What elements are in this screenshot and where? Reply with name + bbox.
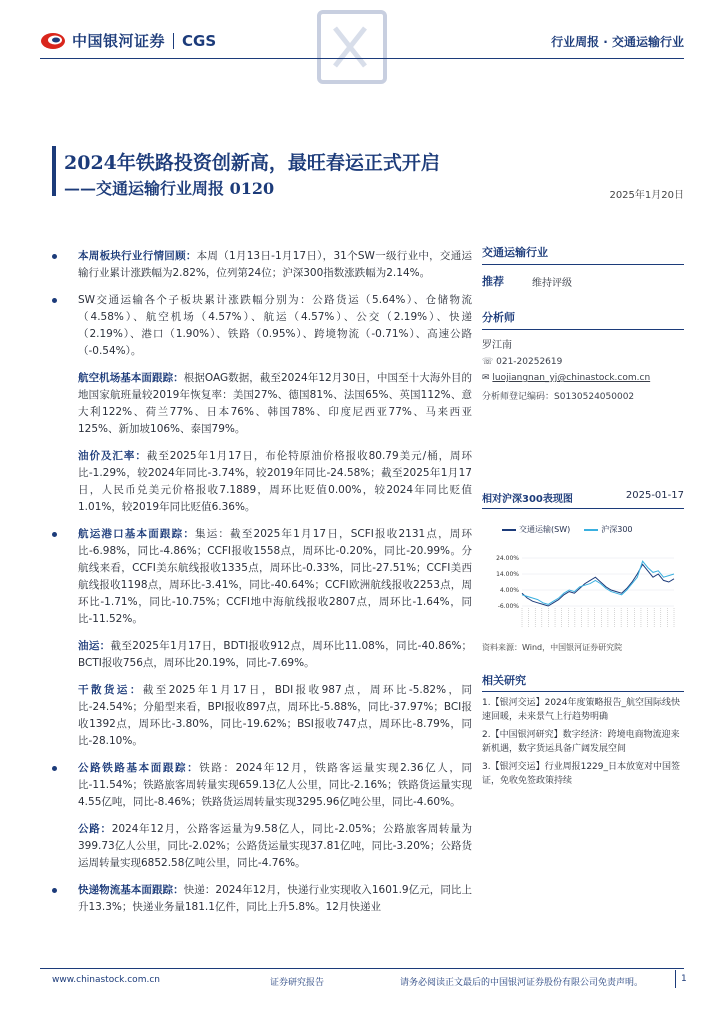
y-tick-label: 24.00% (496, 555, 519, 562)
bullet-icon (52, 766, 57, 771)
page-number: 1 (675, 970, 693, 988)
paragraph (52, 821, 472, 872)
bullet-icon (52, 254, 57, 259)
paragraph-label: 航空机场基本面跟踪： (78, 372, 184, 384)
paragraph (52, 638, 472, 672)
analyst-phone (482, 357, 684, 367)
paragraph-text: 铁路：2024年12月，铁路客运量实现2.36亿人，同比-11.54%；铁路旅客周转量实现659.13亿人公里，同比-2.16%；铁路货运量实现4.55亿吨，同比-8.46%；铁路货运周转量实现3295.96亿吨公里，同比-4.60%。 (78, 762, 472, 808)
analyst-cert: 分析师登记编码：S0130524050002 (482, 392, 635, 402)
footer-disclaimer: 请务必阅读正文最后的中国银河证券股份有限公司免责声明。 (400, 978, 644, 988)
paragraph-label: 公路： (78, 823, 112, 835)
industry-name: 交通运输行业 (482, 244, 684, 265)
logo (40, 30, 216, 51)
logo-cn: 中国银河证券 (72, 32, 166, 50)
phone-text: 021-20252619 (496, 357, 563, 367)
paragraph-text: 根据OAG数据，截至2024年12月30日，中国至十大海外目的地国家航班量较2019年恢复率：美国27%、德国81%、法国65%、英国112%、意大利122%、荷兰77%、日本76%、韩国78%、印度尼西亚77%、马来西亚125%、新加坡106%、泰国79%。 (78, 372, 472, 435)
related-heading: 相关研究 (482, 672, 684, 692)
paragraph (52, 760, 472, 811)
paragraph (52, 682, 472, 750)
legend-label: 沪深300 (601, 525, 633, 534)
galaxy-logo-icon (40, 31, 66, 51)
sidebar (482, 244, 684, 402)
paragraph-text: 集运：截至2025年1月17日，SCFI报收2131点，周环比-6.98%，同比-4.86%；CCFI报收1558点，周环比-0.20%，同比-20.99%。分航线来看，CCFI美东航线报收1335点，周环比-0.33%，同比-27.51%；CCFI美西航线报收1198点，周环比-3.41%，同比-40.64%；CCFI欧洲航线报收2253点，周环比-1.71%，同比-10.75%；CCFI地中海航线报收2807点，周环比-1.64%，同比-11.52%。 (78, 528, 472, 625)
paragraph-text: 快递：2024年12月，快递行业实现收入1601.9亿元，同比上升13.3%；快递业务量181.1亿件，同比上升5.8%。12月快递业 (78, 884, 473, 913)
header-divider (40, 58, 684, 59)
logo-divider (173, 33, 174, 49)
y-tick-label: 4.00% (499, 587, 519, 594)
bullet-icon (52, 888, 57, 893)
paragraph-text: 2024年12月，公路客运量为9.58亿人，同比-2.05%；公路旅客周转量为399.73亿人公里，同比-2.02%；公路货运量实现37.81亿吨，同比-3.20%；公路货运周转量实现6852.58亿吨公里，同比-4.76%。 (78, 823, 472, 869)
y-tick-label: -6.00% (497, 603, 519, 610)
paragraph (52, 882, 472, 916)
related-list (482, 696, 684, 792)
paragraph-label: 航运港口基本面跟踪： (78, 528, 196, 540)
legend-label: 交通运输(SW) (519, 525, 571, 534)
bullet-icon (52, 532, 57, 537)
paragraph (52, 526, 472, 628)
main-content (52, 248, 472, 926)
chart-date: 2025-01-17 (625, 490, 684, 501)
paragraph-text: 截至2025年1月17日，BDTI报收912点，周环比11.08%，同比-40.86%；BCTI报收756点，周环比20.19%，同比-7.69%。 (78, 640, 473, 669)
analyst-email[interactable] (482, 373, 684, 383)
footer-site[interactable]: www.chinastock.com.cn (52, 975, 160, 985)
paragraph (52, 292, 472, 360)
rating-label: 推荐 (482, 275, 504, 288)
email-text[interactable]: luojiangnan_yj@chinastock.com.cn (492, 373, 651, 383)
related-item[interactable]: 2.【中国银河研究】数字经济：跨境电商物流迎来新机遇，数字货运具备广阔发展空间 (482, 730, 680, 754)
paragraph-label: 干散货运： (78, 684, 143, 696)
analyst-name: 罗江南 (482, 340, 512, 351)
paragraph-label: 油价及汇率： (78, 450, 147, 462)
rating-value: 维持评级 (532, 277, 572, 289)
chart (482, 510, 684, 640)
title-accent (52, 146, 56, 196)
paragraph (52, 370, 472, 438)
paragraph-text: 截至2025年1月17日，BDI报收987点，周环比-5.82%，同比-24.54%；分船型来看，BPI报收897点，周环比-5.88%，同比-37.97%；BCI报收1392点，周环比-3.80%，同比-19.62%；BSI报收747点，周环比-8.79%，同比-28.10%。 (78, 684, 473, 747)
footer-label: 证券研究报告 (270, 978, 325, 988)
report-subtitle: ——交通运输行业周报 0120 (64, 179, 275, 198)
header-tag: 行业周报 · 交通运输行业 (551, 35, 684, 49)
paragraph (52, 248, 472, 282)
related-item[interactable]: 3.【银河交运】行业周报1229_日本放宽对中国签证，免收免签政策持续 (482, 762, 680, 786)
report-title: 2024年铁路投资创新高，最旺春运正式开启 (64, 152, 440, 174)
rating-row (482, 273, 684, 289)
series-line (522, 561, 674, 604)
paragraph-label: 公路铁路基本面跟踪： (78, 762, 200, 774)
paragraph-label: 油运： (78, 640, 111, 652)
chart-header (482, 490, 684, 509)
paragraph-label: 本周板块行业行情回顾： (78, 250, 197, 262)
paragraph-text: 本周（1月13日-1月17日），31个SW一级行业中，交通运输行业累计涨跌幅为2.82%，位列第24位；沪深300指数涨跌幅为2.14%。 (78, 250, 473, 279)
y-tick-label: 14.00% (496, 571, 519, 578)
chart-title: 相对沪深300表现图 (482, 494, 573, 505)
chart-plot (482, 510, 684, 640)
phone-icon: ☏ (482, 357, 497, 367)
email-icon: ✉ (482, 373, 493, 383)
report-date: 2025年1月20日 (609, 190, 684, 201)
footer-divider (40, 968, 684, 969)
bullet-icon (52, 298, 57, 303)
logo-en: CGS (182, 31, 217, 50)
watermark-icon (315, 8, 389, 86)
analyst-heading: 分析师 (482, 309, 684, 330)
paragraph-text: 截至2025年1月17日，布伦特原油价格报收80.79美元/桶，周环比-1.29%，较2024年同比-3.74%，较2019年同比-24.58%；截至2025年1月17日，人民币兑美元价格报收7.1889，周环比贬值0.00%，较2024年同比贬值1.01%，较2019年同比贬值6.36%。 (78, 450, 473, 513)
paragraph (52, 448, 472, 516)
chart-source: 资料来源：Wind，中国银河证券研究院 (482, 643, 623, 652)
related-item[interactable]: 1.【银河交运】2024年度策略报告_航空国际线快速回暖，未来景气上行趋势明确 (482, 698, 680, 722)
paragraph-label: 快递物流基本面跟踪： (78, 884, 184, 896)
paragraph-text: SW交通运输各个子板块累计涨跌幅分别为：公路货运（5.64%）、仓储物流（4.58%）、航空机场（4.57%）、航运（4.57%）、公交（2.19%）、快递（2.19%）、港口（1.90%）、铁路（0.95%）、跨境物流（-0.71%）、高速公路（-0.54%）。 (78, 294, 472, 357)
